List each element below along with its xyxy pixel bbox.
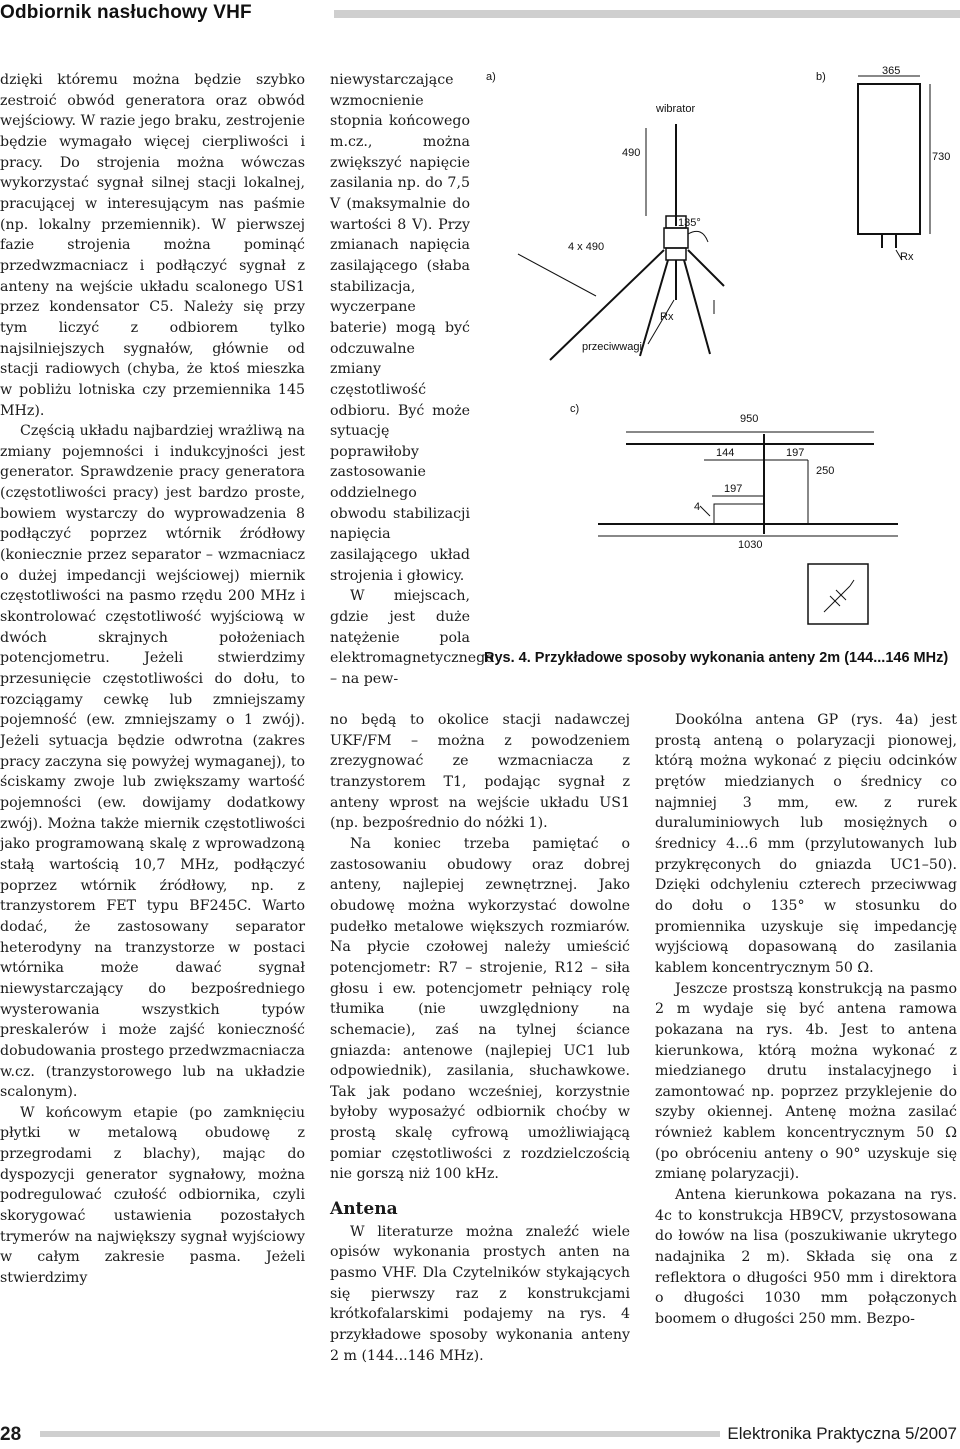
label-4: 4	[694, 501, 701, 513]
paragraph: dzięki któremu można będzie szybko zestroić obwód generatora oraz obwód wejściowy. W razie jego braku, zestrojenie będzie wymagało więcej cierpliwości i pracy. Do strojenia można wówczas wykorzystać sygnał silnej stacji lokalnej, pracującej w interesującym nas paśmie (np. lokalny przemiennik). W pierwszej fazie strojenia można pominąć przedwzmacniacz i podłączyć sygnał z anteny na wejście układu scalonego US1 przez kondensator C5. Należy się przy tym liczyć z odbiorem tylko najsilniejszych sygnałów, głównie od stacji radiowych (chyba, że ktoś mieszka w pobliżu lotniska czy przemiennika 145 MHz).	[0, 72, 305, 419]
paragraph: Na koniec trzeba pamiętać o zastosowaniu obudowy oraz dobrej anteny, najlepiej zewnętrznej. Jako obudowę można wykorzystać dowolne pudełko metalowe większych rozmiarów. Na płycie czołowej należy umieścić potencjometr: R7 – strojenie, R12 – siła głosu i ew. potencjometr pełniący rolę tłumika (nie uwzględniony na schemacie), zaś na tylnej ściance gniazda: antenowe (najlepiej UC1 lub odpowiednik), zasilania, słuchawkowe. Tak jak podano wcześniej, korzystnie byłoby wyposażyć odbiornik choćby w prostą skalę cyfrową umożliwiającą pomiar częstotliwości z rozdzielczością nie gorszą niż 100 kHz.	[330, 835, 630, 1183]
label-1030: 1030	[738, 539, 763, 551]
footer-rule	[40, 1431, 720, 1437]
label-przeciwwagi: przeciwwagi	[582, 341, 642, 353]
paragraph: Częścią układu najbardziej wrażliwą na zmiany pojemności i indukcyjności jest generator. Sprawdzenie pracy generatora (częstotliwości pracy) jest bardzo proste, bowiem wystarczy do wyprowadzenia 8 podłączyć poprzez wtórnik źródłowy (koniecznie przez separator – wzmacniacz o dużej impedancji wejściowej) miernik częstotliwości na pasmo rzędu 200 MHz i skontrolować częstotliwość wyjściową w dwóch skrajnych położeniach potencjometru. Jeżeli stwierdzimy przesunięcie częstotliwości do dołu, to rozciągamy cewkę lub zmniejszamy pojemność (ew. zmniejszamy o 1 zwój). Jeżeli sytuacja będzie odwrotna (zakres pracy zaczyna się powyżej wymaganej), to ściskamy zwoje lub zwiększamy wartość pojemności (ew. dowijamy dodatkowy zwój). Można także miernik częstotliwości jako programowaną skalę z wprowadzoną stałą wartością 10,7 MHz, podłączyć poprzez wtórnik źródłowy, np. z tranzystorem FET typu BF245C. Warto dodać, że zastosowany separator heterodyny na tranzystorze w postaci wtórnika może dawać sygnał niewystarczający do bezpośredniego wysterowania wszystkich typów preskalerów i może zajść konieczność dobudowania prostego przedwzmacniacza w.cz. (tranzystorowego lub na układzie scalonym).	[0, 423, 305, 1101]
column-1	[0, 70, 305, 1289]
loop-frame	[858, 84, 920, 234]
label-197a: 197	[786, 447, 805, 459]
column-2-wide	[330, 710, 630, 1366]
paragraph: Dookólna antena GP (rys. 4a) jest prostą anteną o polaryzacji pionowej, którą można wykonać z pięciu odcinków prętów miedzianych o średnicy co najmniej 3 mm, ew. z rurek duraluminiowych lub mosiężnych o średnicy 4...6 mm (przylutowanych lub przykręconych do gniazda UC1–50). Dzięki odchyleniu czterech przeciwwag do dołu o 135° w stosunku do promiennika uzyskuje się impedancję wyjściową dopasowaną do zasilania kablem koncentrycznym 50 Ω.	[655, 712, 957, 976]
radial-lower-right	[684, 260, 710, 354]
connector-bottom	[666, 248, 686, 260]
paragraph: Antena kierunkowa pokazana na rys. 4c to konstrukcja HB9CV, przystosowana do łowów na lisa (poszukiwanie ukrytego nadajnika 2 m). Składa się ona z reflektora o długości 950 mm i direktora o długości 1030 mm połączonych boomem o długości 250 mm. Bezpo-	[655, 1187, 957, 1328]
label-wibrator: wibrator	[656, 103, 696, 115]
paragraph: Jeszcze prostszą konstrukcją na pasmo 2 m wydaje się być antena ramowa pokazana na rys. 4b. Jest to antena kierunkowa, którą można wykonać z miedzianego drutu instalacyjnego i zamontować np. poprzez przyklejenie do szyby okiennej. Antenę można zasilać również kablem koncentrycznym 50 Ω (po obróceniu anteny o 90° uzyskuje się zmianę polaryzacji).	[655, 980, 957, 1183]
paragraph: W miejscach, gdzie jest duże natężenie pola elektromagnetycznego – na pew-	[330, 588, 494, 688]
label-144: 144	[716, 447, 735, 459]
paragraph: niewystarczające wzmocnienie stopnia końcowego m.cz., można zwiększyć napięcie zasilania np. do 7,5 V (maksymalnie do wartości 8 V). Przy zmianach napięcia zasilającego (słaba stabilizacja, wyczerpane baterie) mogą być odczuwalne zmiany częstotliwość odbioru. Być może sytuację poprawiłoby zastosowanie oddzielnego obwodu stabilizacji napięcia zasilającego układ strojenia i głowicy.	[330, 72, 470, 584]
label-365: 365	[882, 65, 901, 77]
matching-box	[808, 564, 868, 624]
label-angle: 135°	[678, 217, 701, 229]
header-rule	[334, 10, 960, 18]
paragraph: W końcowym etapie (po zamknięciu płytki w metalową obudowę z przegrodami z blachy), mając do dyspozycji generator sygnałowy, można podregulować czułość odbiornika, czyli skorygować ustawienia pozostałych trymerów na największy sygnał wyjściowy w całym zakresie pasma. Jeżeli stwierdzimy	[0, 1104, 305, 1287]
figure-caption: Rys. 4. Przykładowe sposoby wykonania anteny 2m (144...146 MHz)	[484, 650, 949, 666]
label-490: 490	[622, 147, 641, 159]
radial-right	[688, 250, 724, 286]
column-3	[655, 710, 957, 1330]
column-2-narrow	[330, 70, 494, 690]
label-730: 730	[932, 151, 951, 163]
label-rx-a: Rx	[660, 311, 674, 323]
label-4x490: 4 x 490	[568, 241, 605, 253]
page-number: 28	[0, 1424, 22, 1445]
antenna-figure	[478, 64, 960, 664]
magazine-name: Elektronika Praktyczna 5/2007	[727, 1424, 957, 1443]
connector-body	[664, 228, 688, 248]
page-header	[0, 0, 960, 26]
paragraph: W literaturze można znaleźć wiele opisów wykonania prostych anten na pasmo VHF. Dla Czytelników stykających się pierwszy raz z konstrukcjami krótkofalarskimi podajemy na rys. 4 przykładowe sposoby wykonania anteny 2 m (144...146 MHz).	[330, 1223, 630, 1364]
label-b: b)	[816, 71, 826, 83]
label-950: 950	[740, 413, 759, 425]
label-197b: 197	[724, 483, 743, 495]
radial-lower-left	[640, 260, 668, 356]
section-heading-antena: Antena	[330, 1199, 398, 1220]
label-250: 250	[816, 465, 835, 477]
section-title: Odbiornik nasłuchowy VHF	[0, 2, 252, 23]
label-c: c)	[570, 403, 580, 415]
label-a: a)	[486, 71, 496, 83]
label-rx-b: Rx	[900, 251, 914, 263]
paragraph: no będą to okolice stacji nadawczej UKF/FM – można z powodzeniem zrezygnować ze wzmacniacza z tranzystorem T1, podając sygnał z anteny wprost na wejście układu US1 (np. bezpośrednio do nóżki 1).	[330, 712, 630, 832]
